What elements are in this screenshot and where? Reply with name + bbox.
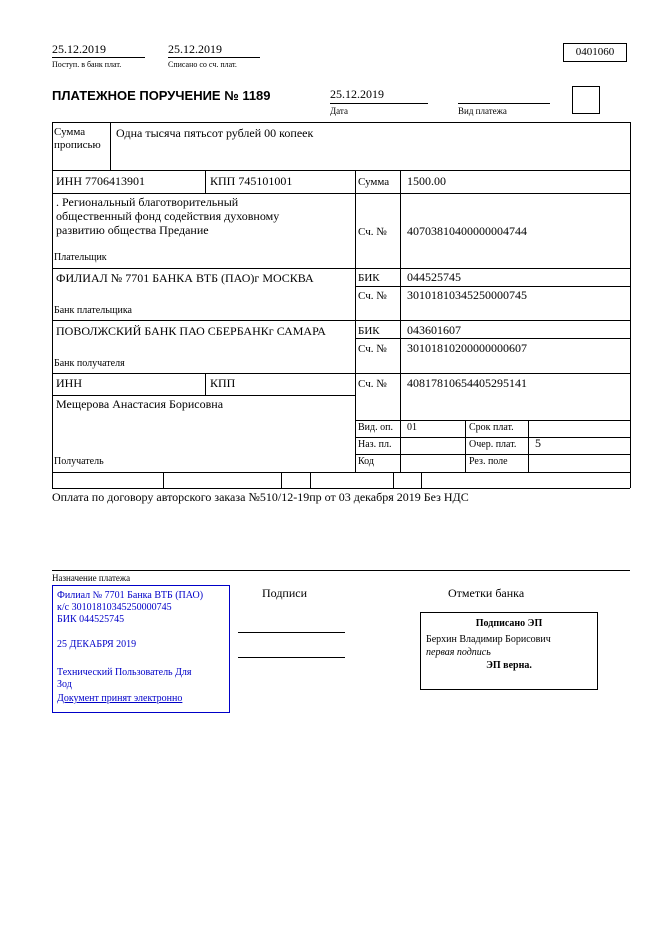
vid-op-value: 01 bbox=[407, 422, 417, 433]
document-date-underline bbox=[330, 103, 428, 104]
form-code-box bbox=[563, 43, 627, 62]
received-date-label: Поступ. в банк плат. bbox=[52, 60, 122, 69]
vid-op-label: Вид. оп. bbox=[358, 422, 393, 433]
details-top-border bbox=[355, 420, 630, 421]
payee-label: Получатель bbox=[54, 456, 104, 467]
payer-bank-bottom-border bbox=[52, 320, 630, 321]
sum-label: Сумма bbox=[358, 176, 390, 188]
stamp-bank-name: Филиал № 7701 Банка ВТБ (ПАО) bbox=[57, 590, 204, 601]
purpose-underline bbox=[52, 570, 630, 571]
payer-bottom-border bbox=[52, 268, 630, 269]
payer-bank-account: 30101810345250000745 bbox=[407, 288, 527, 302]
esignature-box bbox=[420, 612, 598, 690]
amount-words-divider bbox=[110, 122, 111, 170]
kod-label: Код bbox=[358, 456, 374, 467]
table-mid-divider bbox=[355, 170, 356, 472]
details-divider-2 bbox=[528, 420, 529, 472]
bottom-strip-divider-5 bbox=[421, 472, 422, 488]
esignature-role: первая подпись bbox=[426, 647, 491, 658]
payer-bank-mid-border bbox=[355, 286, 630, 287]
purpose-label: Назначение платежа bbox=[52, 573, 131, 583]
stamp-status: Документ принят электронно bbox=[57, 693, 183, 704]
bottom-strip-divider-1 bbox=[163, 472, 164, 488]
details-row2-border bbox=[355, 454, 630, 455]
debited-date: 25.12.2019 bbox=[168, 42, 222, 56]
label-column-divider bbox=[400, 170, 401, 472]
srok-plat-label: Срок плат. bbox=[469, 422, 514, 433]
details-row1-border bbox=[355, 437, 630, 438]
signatures-label: Подписи bbox=[262, 586, 308, 600]
payee-bank-bottom-border bbox=[52, 373, 630, 374]
signature-line-1 bbox=[238, 632, 345, 633]
esignature-signer: Берхин Владимир Борисович bbox=[426, 634, 551, 645]
payee-bank-name: ПОВОЛЖСКИЙ БАНК ПАО СБЕРБАНКг САМАРА bbox=[56, 324, 326, 338]
document-date: 25.12.2019 bbox=[330, 87, 384, 101]
esignature-signed-label: Подписано ЭП bbox=[475, 618, 543, 629]
payment-kind-label: Вид платежа bbox=[458, 106, 507, 116]
ocher-plat-label: Очер. плат. bbox=[469, 439, 517, 450]
amount-words-value: Одна тысяча пятьсот рублей 00 копеек bbox=[116, 126, 314, 140]
payer-bank-name: ФИЛИАЛ № 7701 БАНКА ВТБ (ПАО)г МОСКВА bbox=[56, 271, 314, 285]
payer-name-line3: развитию общества Предание bbox=[56, 223, 209, 237]
payer-account-label: Сч. № bbox=[358, 226, 387, 238]
signature-line-2 bbox=[238, 657, 345, 658]
table-top-border bbox=[52, 122, 630, 123]
payee-inn-label: ИНН bbox=[56, 376, 82, 390]
amount-words-label-2: прописью bbox=[54, 139, 101, 151]
payee-bank-mid-border bbox=[355, 338, 630, 339]
details-divider-1 bbox=[465, 420, 466, 472]
naz-pl-label: Наз. пл. bbox=[358, 439, 392, 450]
payee-bank-bik: 043601607 bbox=[407, 323, 461, 337]
payee-account-label: Сч. № bbox=[358, 378, 387, 390]
table-bottom-border bbox=[52, 488, 630, 489]
amount-words-label-1: Сумма bbox=[54, 126, 86, 138]
payee-kpp-label: КПП bbox=[210, 376, 236, 390]
table-right-border bbox=[630, 122, 631, 488]
purpose-text: Оплата по договору авторского заказа №510/12-19пр от 03 декабря 2019 Без НДС bbox=[52, 490, 469, 504]
bottom-strip-divider-4 bbox=[393, 472, 394, 488]
stamp-user-line1: Технический Пользователь Для bbox=[57, 667, 192, 678]
payer-account: 40703810400000004744 bbox=[407, 224, 527, 238]
payee-inn-kpp-divider bbox=[205, 373, 206, 395]
debited-date-label: Списано со сч. плат. bbox=[168, 60, 237, 69]
payer-name-line2: общественный фонд содействия духовному bbox=[56, 209, 280, 223]
inn-row-bottom-border bbox=[52, 193, 630, 194]
bank-marks-label: Отметки банка bbox=[448, 586, 525, 600]
payer-bank-bik: 044525745 bbox=[407, 270, 461, 284]
payee-account: 40817810654405295141 bbox=[407, 376, 527, 390]
stamp-bik: БИК 044525745 bbox=[57, 614, 125, 625]
payee-bank-account: 30101810200000000607 bbox=[407, 341, 527, 355]
inn-kpp-divider bbox=[205, 170, 206, 193]
sum-value: 1500.00 bbox=[407, 174, 446, 188]
payment-kind-box bbox=[572, 86, 600, 114]
payer-bank-label: Банк плательщика bbox=[54, 305, 132, 316]
payer-name-line1: . Региональный благотворительный bbox=[56, 195, 239, 209]
table-left-border bbox=[52, 122, 53, 488]
stamp-user-line2: Зод bbox=[57, 679, 72, 690]
stamp-corr-account: к/с 30101810345250000745 bbox=[57, 602, 172, 613]
stamp-date: 25 ДЕКАБРЯ 2019 bbox=[57, 639, 137, 650]
form-code: 0401060 bbox=[575, 46, 615, 58]
bank-stamp-box bbox=[52, 585, 230, 713]
payer-bank-account-label: Сч. № bbox=[358, 290, 387, 302]
bottom-strip-divider-3 bbox=[310, 472, 311, 488]
payee-name: Мещерова Анастасия Борисовна bbox=[56, 397, 224, 411]
payer-bank-bik-label: БИК bbox=[358, 272, 380, 284]
payee-bottom-border bbox=[52, 472, 630, 473]
debited-date-underline bbox=[168, 57, 260, 58]
bottom-strip-divider-2 bbox=[281, 472, 282, 488]
rez-pole-label: Рез. поле bbox=[469, 456, 508, 467]
payee-innkpp-bottom-border bbox=[52, 395, 355, 396]
amount-words-bottom-border bbox=[52, 170, 630, 171]
payer-label: Плательщик bbox=[54, 252, 107, 263]
payee-bank-label: Банк получателя bbox=[54, 358, 125, 369]
payer-kpp: КПП 745101001 bbox=[210, 174, 293, 188]
esignature-valid: ЭП верна. bbox=[486, 660, 532, 671]
document-title: ПЛАТЕЖНОЕ ПОРУЧЕНИЕ № 1189 bbox=[52, 88, 271, 103]
received-date-underline bbox=[52, 57, 145, 58]
payer-inn: ИНН 7706413901 bbox=[56, 174, 145, 188]
payment-kind-underline bbox=[458, 103, 550, 104]
received-date: 25.12.2019 bbox=[52, 42, 106, 56]
ocher-plat-value: 5 bbox=[535, 436, 541, 450]
payee-bank-bik-label: БИК bbox=[358, 325, 380, 337]
payee-bank-account-label: Сч. № bbox=[358, 343, 387, 355]
document-date-label: Дата bbox=[330, 106, 348, 116]
